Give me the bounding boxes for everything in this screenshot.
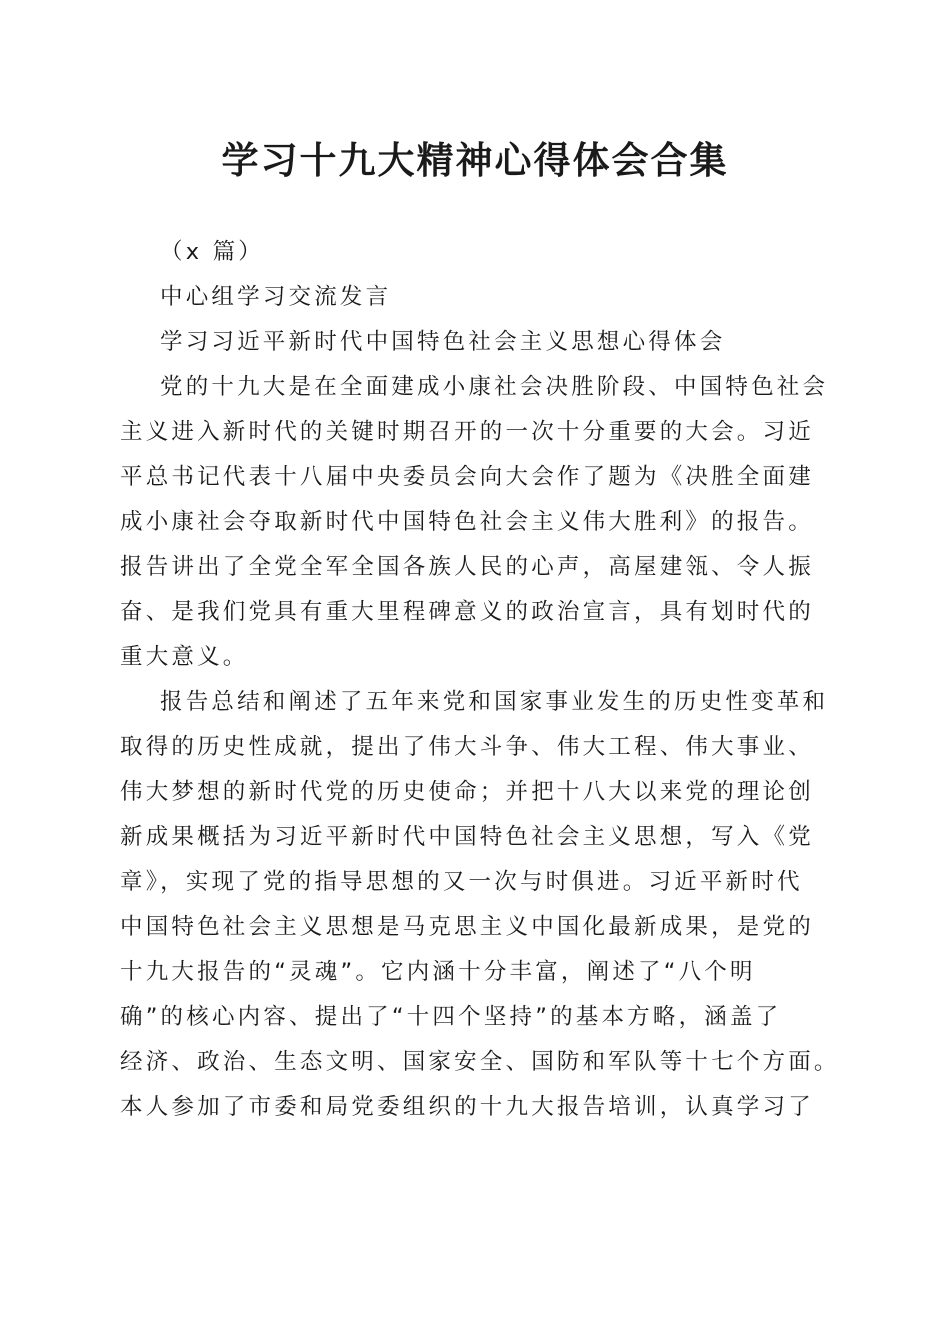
text-line: 平总书记代表十八届中央委员会向大会作了题为《决胜全面建 <box>120 464 814 490</box>
text-line: 重大意义。 <box>120 644 249 670</box>
text-line: 伟大梦想的新时代党的历史使命；并把十八大以来党的理论创 <box>120 779 814 805</box>
text-line: 党的十九大是在全面建成小康社会决胜阶段、中国特色社会 <box>160 374 829 400</box>
text-line: 章》，实现了党的指导思想的又一次与时俱进。习近平新时代 <box>120 869 803 895</box>
document-body <box>120 230 840 1130</box>
text-line: 经济、政治、生态文明、国家安全、国防和军队等十七个方面。 <box>120 1049 840 1075</box>
text-line: 新成果概括为习近平新时代中国特色社会主义思想，写入《党 <box>120 824 814 850</box>
text-line: 本人参加了市委和局党委组织的十九大报告培训，认真学习了 <box>120 1094 814 1120</box>
text-line: （x 篇） <box>160 239 264 265</box>
text-line: 奋、是我们党具有重大里程碑意义的政治宣言，具有划时代的 <box>120 599 814 625</box>
text-line: 成小康社会夺取新时代中国特色社会主义伟大胜利》的报告。 <box>120 509 814 535</box>
text-line: 确”的核心内容、提出了“十四个坚持”的基本方略，涵盖了 <box>120 1004 782 1030</box>
text-line: 中心组学习交流发言 <box>160 284 392 310</box>
text-line: 主义进入新时代的关键时期召开的一次十分重要的大会。习近 <box>120 419 814 445</box>
paragraph <box>120 275 830 320</box>
text-line: 学习习近平新时代中国特色社会主义思想心得体会 <box>160 329 726 355</box>
document-title: 学习十九大精神心得体会合集 <box>221 138 729 182</box>
text-line: 中国特色社会主义思想是马克思主义中国化最新成果，是党的 <box>120 914 814 940</box>
paragraph <box>120 320 830 365</box>
paragraph <box>120 230 830 275</box>
text-line: 报告总结和阐述了五年来党和国家事业发生的历史性变革和 <box>160 689 829 715</box>
paragraph <box>120 680 840 1130</box>
text-line: 十九大报告的“灵魂”。它内涵十分丰富，阐述了“八个明 <box>120 959 756 985</box>
paragraph <box>120 365 830 680</box>
text-line: 报告讲出了全党全军全国各族人民的心声，高屋建瓴、令人振 <box>120 554 814 580</box>
text-line: 取得的历史性成就，提出了伟大斗争、伟大工程、伟大事业、 <box>120 734 814 760</box>
